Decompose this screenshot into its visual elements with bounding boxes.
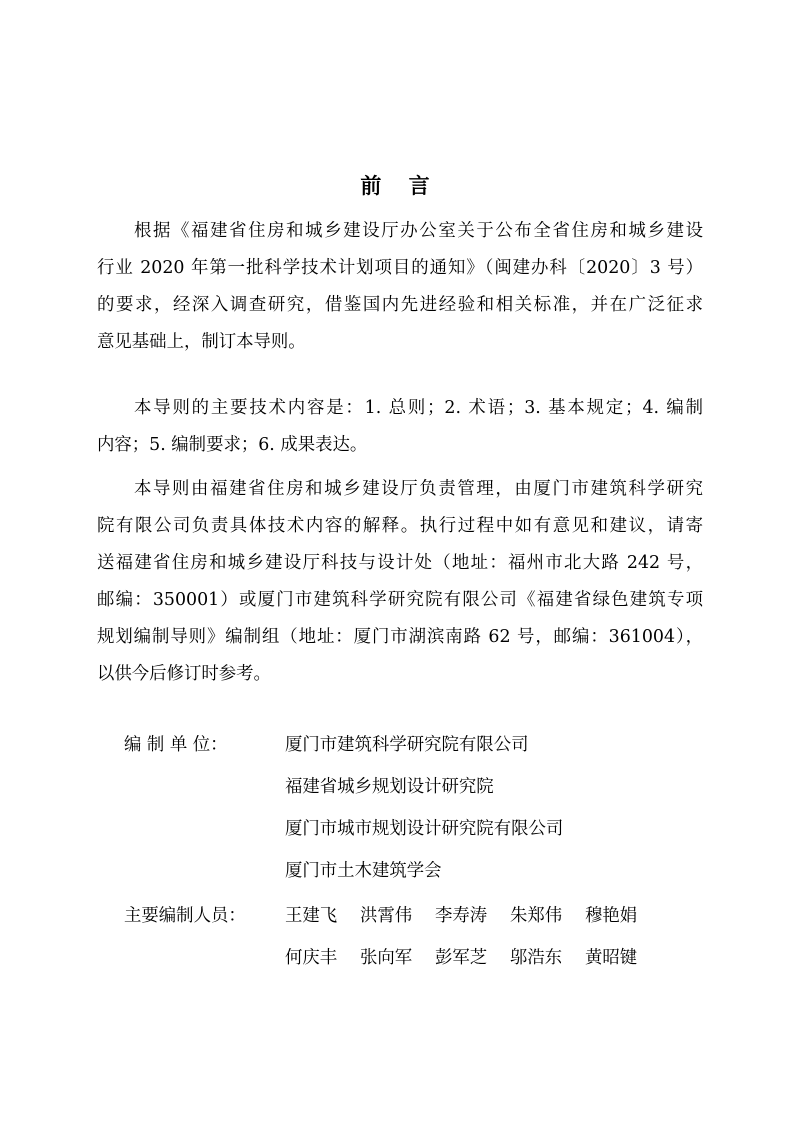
- paragraph-line: 本导则的主要技术内容是：1. 总则；2. 术语；3. 基本规定；4. 编制: [134, 398, 703, 418]
- paragraph-contents: [97, 390, 703, 464]
- paragraph-line: 送福建省住房和城乡建设厅科技与设计处（地址：福州市北大路 242 号，: [97, 553, 703, 573]
- staff-names: [285, 898, 660, 935]
- staff-name: 何庆丰: [285, 948, 338, 968]
- staff-names: [285, 940, 660, 977]
- paragraph-line: 根据《福建省住房和城乡建设厅办公室关于公布全省住房和城乡建设: [134, 221, 703, 241]
- paragraph-basis: [97, 213, 703, 361]
- paragraph-line: 规划编制导则》编制组（地址：厦门市湖滨南路 62 号，邮编：361004），: [97, 627, 703, 647]
- paragraph-line: 内容；5. 编制要求；6. 成果表达。: [97, 435, 368, 455]
- units-label: 编 制 单 位：: [124, 735, 228, 755]
- paragraph-management: [97, 471, 703, 693]
- paragraph-line: 的要求，经深入调查研究，借鉴国内先进经验和相关标准，并在广泛征求: [97, 295, 703, 315]
- staff-name: 洪霄伟: [360, 906, 413, 926]
- unit-name: 厦门市土木建筑学会: [285, 861, 442, 881]
- unit-name: 厦门市建筑科学研究院有限公司: [285, 735, 529, 755]
- page-title: 前 言: [360, 174, 440, 198]
- staff-name: 李寿涛: [435, 906, 488, 926]
- paragraph-line: 以供今后修订时参考。: [97, 664, 271, 684]
- paragraph-line: 院有限公司负责具体技术内容的解释。执行过程中如有意见和建议，请寄: [97, 516, 703, 536]
- unit-name: 福建省城乡规划设计研究院: [285, 777, 494, 797]
- staff-label: 主要编制人员：: [124, 906, 246, 926]
- staff-name: 朱郑伟: [510, 906, 563, 926]
- paragraph-line: 本导则由福建省住房和城乡建设厅负责管理，由厦门市建筑科学研究: [134, 479, 703, 499]
- paragraph-line: 行业 2020 年第一批科学技术计划项目的通知》（闽建办科〔2020〕3 号）: [97, 258, 703, 278]
- staff-name: 彭军芝: [435, 948, 488, 968]
- staff-name: 穆艳娟: [585, 906, 638, 926]
- staff-name: 黄昭键: [585, 948, 638, 968]
- unit-name: 厦门市城市规划设计研究院有限公司: [285, 819, 564, 839]
- paragraph-line: 意见基础上，制订本导则。: [97, 332, 306, 352]
- paragraph-line: 邮编：350001）或厦门市建筑科学研究院有限公司《福建省绿色建筑专项: [97, 590, 703, 610]
- staff-name: 王建飞: [285, 906, 338, 926]
- staff-name: 张向军: [360, 948, 413, 968]
- staff-name: 邬浩东: [510, 948, 563, 968]
